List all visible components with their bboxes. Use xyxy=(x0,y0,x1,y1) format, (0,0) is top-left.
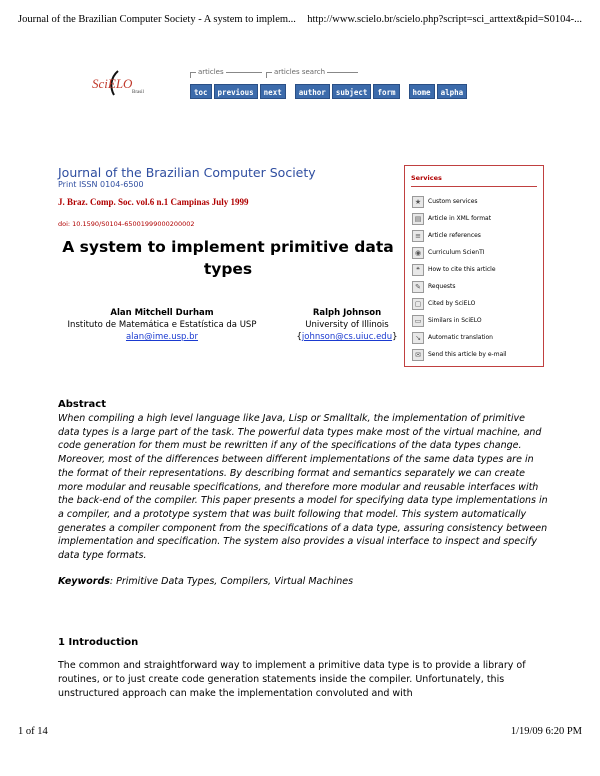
service-label: Requests xyxy=(428,283,456,290)
introduction-heading: 1 Introduction xyxy=(58,637,139,648)
nav-bar xyxy=(190,84,467,99)
print-datetime: 1/19/09 6:20 PM xyxy=(510,726,582,737)
author-2-email-open-brace: { xyxy=(296,332,302,342)
print-header-title: Journal of the Brazilian Computer Society - A system to implem... xyxy=(18,14,296,25)
nav-alpha-button[interactable]: alpha xyxy=(437,84,468,99)
nav-search-label: articles search xyxy=(274,68,326,76)
nav-toc-button[interactable]: toc xyxy=(190,84,212,99)
author-1 xyxy=(58,307,266,343)
author-1-name: Alan Mitchell Durham xyxy=(110,308,214,318)
abstract-text: When compiling a high level language like Java, Lisp or Smalltalk, the implementation of primitive data types is a large part of the task. The powerful data types make most of the virtual machine, and code generation for them must be rewritten if any of the specifications of the data types change. Moreover, most of the differences between different implementations of the same data types are in the format of their representations. By describing format and semantics separately we can create more modular and reusable specifications, and therefore more modular and reusable interfaces with the back-end of the compiler. This paper presents a model for specifying data type implementations in a compiler, and a prototype system that was built following that model. This system automatically generates a compiler component from the specifications of a data type, assuring consistency between implementation and specification. The system also provides a visual interface to inspect and specify data type formats. xyxy=(58,413,548,562)
print-header-url: http://www.scielo.br/scielo.php?script=sci_arttext&pid=S0104-... xyxy=(307,14,582,25)
service-label: Send this article by e-mail xyxy=(428,351,507,358)
service-label: Article references xyxy=(428,232,481,239)
email-icon: ✉ xyxy=(412,349,424,361)
xml-document-icon: ▤ xyxy=(412,213,424,225)
references-icon: ≡ xyxy=(412,230,424,242)
print-header xyxy=(18,14,582,28)
print-footer xyxy=(18,726,582,740)
logo-subtitle: Brasil xyxy=(132,90,144,95)
cite-icon: ❝ xyxy=(412,264,424,276)
service-label: Cited by SciELO xyxy=(428,300,476,307)
service-label: Custom services xyxy=(428,198,478,205)
author-2-name: Ralph Johnson xyxy=(312,308,382,318)
service-how-to-cite[interactable] xyxy=(412,262,496,277)
journal-issn: Print ISSN 0104-6500 xyxy=(58,180,144,189)
service-requests[interactable] xyxy=(412,279,456,294)
author-2-affiliation: University of Illinois xyxy=(305,320,389,330)
requests-icon: ✎ xyxy=(412,281,424,293)
nav-subject-button[interactable]: subject xyxy=(332,84,372,99)
nav-next-button[interactable]: next xyxy=(260,84,286,99)
article-title: A system to implement primitive data types xyxy=(62,238,394,278)
services-panel xyxy=(404,165,544,367)
page-count: 1 of 14 xyxy=(18,726,48,737)
author-2-email-link[interactable]: johnson@cs.uiuc.edu xyxy=(301,332,393,342)
cited-by-icon: ▢ xyxy=(412,298,424,310)
service-similars[interactable] xyxy=(412,313,482,328)
service-label: Curriculum ScienTI xyxy=(428,249,485,256)
services-divider xyxy=(411,186,537,187)
service-cited-by[interactable] xyxy=(412,296,475,311)
journal-citation: J. Braz. Comp. Soc. vol.6 n.1 Campinas July 1999 xyxy=(58,197,249,207)
scielo-logo[interactable] xyxy=(92,70,152,102)
author-2-email-close-brace: } xyxy=(392,332,398,342)
service-label: Automatic translation xyxy=(428,334,493,341)
nav-form-button[interactable]: form xyxy=(373,84,399,99)
curriculum-icon: ◉ xyxy=(412,247,424,259)
author-1-email-link[interactable]: alan@ime.usp.br xyxy=(125,332,199,342)
introduction-text: The common and straightforward way to implement a primitive data type is to provide a library of routines, or to just create code generation statements inside the compiler. Unfortunately, this unstructured approach can make the implementation convoluted and with xyxy=(58,660,526,699)
service-label: Similars in SciELO xyxy=(428,317,482,324)
custom-services-icon: ★ xyxy=(412,196,424,208)
nav-author-button[interactable]: author xyxy=(295,84,330,99)
nav-home-button[interactable]: home xyxy=(409,84,435,99)
keywords-list: : Primitive Data Types, Compilers, Virtual Machines xyxy=(109,576,354,587)
service-curriculum-scienti[interactable] xyxy=(412,245,485,260)
service-label: Article in XML format xyxy=(428,215,492,222)
nav-previous-button[interactable]: previous xyxy=(214,84,258,99)
translation-icon: ↘ xyxy=(412,332,424,344)
service-xml-format[interactable] xyxy=(412,211,491,226)
abstract-heading: Abstract xyxy=(58,399,107,410)
nav-articles-label: articles xyxy=(198,68,224,76)
journal-title[interactable]: Journal of the Brazilian Computer Society xyxy=(58,165,316,180)
service-article-references[interactable] xyxy=(412,228,481,243)
keywords-label: Keywords xyxy=(58,576,110,587)
logo-text: SciELO xyxy=(92,76,133,91)
service-automatic-translation[interactable] xyxy=(412,330,493,345)
keywords xyxy=(58,576,353,587)
service-send-email[interactable] xyxy=(412,347,507,362)
article-doi: doi: 10.1590/S0104-65001999000200002 xyxy=(58,220,195,228)
author-2 xyxy=(292,307,402,343)
services-heading: Services xyxy=(411,174,442,182)
service-label: How to cite this article xyxy=(428,266,496,273)
service-custom-services[interactable] xyxy=(412,194,478,209)
author-1-affiliation: Instituto de Matemática e Estatística da USP xyxy=(67,320,257,330)
similars-icon: ▭ xyxy=(412,315,424,327)
